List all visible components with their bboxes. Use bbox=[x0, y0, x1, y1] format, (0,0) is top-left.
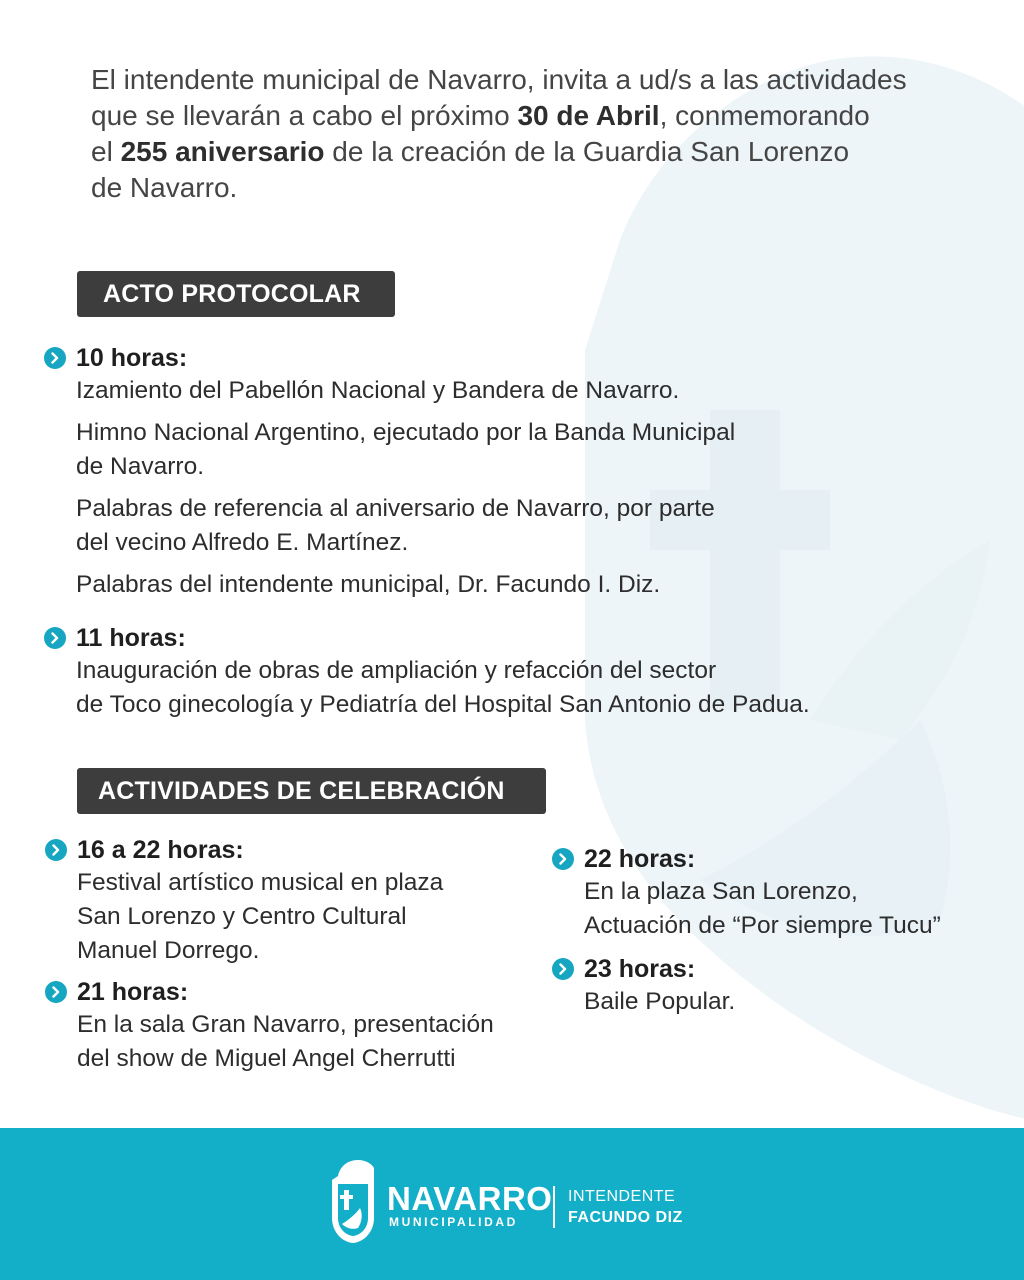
intro-text: de Navarro. bbox=[91, 172, 238, 203]
section-label-acto-protocolar: ACTO PROTOCOLAR bbox=[77, 271, 395, 317]
entry-line: de Navarro. bbox=[76, 453, 205, 480]
brand-subtitle: MUNICIPALIDAD bbox=[389, 1215, 518, 1229]
entry-line: Baile Popular. bbox=[584, 988, 736, 1015]
entry-time: 16 a 22 horas: bbox=[77, 836, 244, 864]
chevron-right-icon bbox=[45, 839, 67, 861]
schedule-entry bbox=[77, 976, 494, 1076]
entry-time: 22 horas: bbox=[584, 845, 696, 873]
entry-line: Manuel Dorrego. bbox=[77, 937, 260, 964]
section-label-actividades: ACTIVIDADES DE CELEBRACIÓN bbox=[77, 768, 546, 814]
chevron-right-icon bbox=[45, 981, 67, 1003]
chevron-right-icon bbox=[44, 627, 66, 649]
navarro-shield-logo-icon bbox=[330, 1158, 376, 1244]
schedule-entry bbox=[584, 953, 735, 1019]
intro-text: el bbox=[91, 136, 121, 167]
chevron-right-icon bbox=[552, 958, 574, 980]
entry-time: 11 horas: bbox=[76, 624, 186, 652]
entry-line: de Toco ginecología y Pediatría del Hospital San Antonio de Padua. bbox=[76, 691, 810, 718]
entry-line: En la plaza San Lorenzo, bbox=[584, 878, 858, 905]
entry-line: del show de Miguel Angel Cherrutti bbox=[77, 1045, 456, 1072]
entry-line: Himno Nacional Argentino, ejecutado por la Banda Municipal bbox=[76, 419, 736, 446]
entry-line: San Lorenzo y Centro Cultural bbox=[77, 903, 407, 930]
schedule-entry bbox=[76, 622, 810, 722]
entry-line: Palabras del intendente municipal, Dr. Facundo I. Diz. bbox=[76, 571, 661, 598]
person-name: FACUNDO DIZ bbox=[568, 1209, 683, 1226]
intro-text: , conmemorando bbox=[659, 100, 870, 131]
role-title: INTENDENTE bbox=[568, 1188, 676, 1205]
entry-line: Palabras de referencia al aniversario de Navarro, por parte bbox=[76, 495, 715, 522]
intro-text: que se llevarán a cabo el próximo bbox=[91, 100, 518, 131]
intro-text: de la creación de la Guardia San Lorenzo bbox=[324, 136, 850, 167]
schedule-entry bbox=[584, 843, 941, 943]
entry-line: Izamiento del Pabellón Nacional y Bandera de Navarro. bbox=[76, 377, 680, 404]
event-date: 30 de Abril bbox=[517, 100, 660, 131]
entry-line: Inauguración de obras de ampliación y refacción del sector bbox=[76, 657, 717, 684]
entry-time: 10 horas: bbox=[76, 344, 188, 372]
entry-line: En la sala Gran Navarro, presentación bbox=[77, 1011, 494, 1038]
schedule-entry bbox=[77, 834, 443, 968]
schedule-entry bbox=[76, 342, 735, 602]
chevron-right-icon bbox=[44, 347, 66, 369]
entry-line: Actuación de “Por siempre Tucu” bbox=[584, 912, 941, 939]
intro-text: El intendente municipal de Navarro, invita a ud/s a las actividades bbox=[91, 64, 907, 95]
intro-paragraph bbox=[91, 62, 971, 206]
entry-time: 23 horas: bbox=[584, 955, 696, 983]
brand-name: NAVARRO bbox=[387, 1180, 553, 1217]
entry-line: del vecino Alfredo E. Martínez. bbox=[76, 529, 409, 556]
chevron-right-icon bbox=[552, 848, 574, 870]
entry-line: Festival artístico musical en plaza bbox=[77, 869, 444, 896]
entry-time: 21 horas: bbox=[77, 978, 189, 1006]
footer-divider bbox=[553, 1186, 555, 1228]
anniversary-highlight: 255 aniversario bbox=[120, 136, 325, 167]
